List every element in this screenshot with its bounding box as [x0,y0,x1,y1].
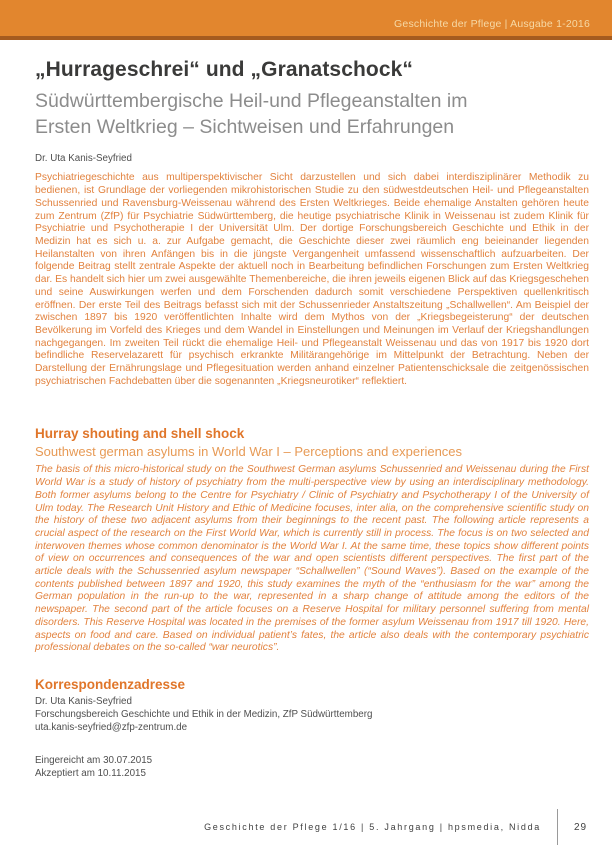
english-title: Hurray shouting and shell shock [35,426,245,442]
header-bar [0,0,612,40]
footer-page-number: 29 [574,821,588,833]
footer-divider [557,809,558,845]
submission-dates [35,754,589,780]
submitted-date: Eingereicht am 30.07.2015 [35,754,153,766]
footer-journal-line: Geschichte der Pflege 1/16 | 5. Jahrgang | hpsmedia, Nidda [204,822,541,832]
accepted-date: Akzeptiert am 10.11.2015 [35,767,146,779]
article-subtitle: Südwürttembergische Heil-und Pflegeanstalten im Ersten Weltkrieg – Sichtweisen und Erfahrungen [35,90,468,138]
author-name: Dr. Uta Kanis-Seyfried [35,153,132,165]
article-title: „Hurrageschrei“ und „Granatschock“ [35,58,414,81]
abstract-german: Psychiatriegeschichte aus multiperspektivischer Sicht darzustellen und sich dabei interdisziplinärer Methodik zu bedienen, ist Grundlage der vorliegenden mikrohistorischen Studie zu den südwestdeutschen Heil- und Pflegeanstalten Schussenried und Ravensburg-Weissenau während des Ersten Weltkrieges. Beide ehemalige Anstalten gehören heute zum Zentrum (ZfP) für Psychiatrie Südwürttemberg, die heutige psychiatrische Klinik in Weissenau ist zudem Klinik für Psychiatrie und Psychotherapie I der Universität Ulm. Der dortige Forschungsbereich Geschichte und Ethik in der Medizin hat es sich u. a. zur Aufgabe gemacht, die Geschichte dieser zwei räumlich eng beieinander liegenden Heilanstalten von ihren Anfängen bis in die jüngste Vergangenheit umfassend wissenschaftlich aufzuarbeiten. Der folgende Beitrag stellt zentrale Aspekte der aktuell noch in Bearbeitung befindlichen Forschungen zum Ersten Weltkrieg dar. Es handelt sich hier um zwei ausgewählte Themenbereiche, die ihren jeweils eigenen Blick auf das Kriegsgeschehen und seine Auswirkungen werfen und dem Forschenden dadurch somit verschiedene Perspektiven quellenkritisch eröffnen. Der erste Teil des Beitrags befasst sich mit der Schussenrieder Anstaltszeitung „Schallwellen“. Am Beispiel der zwischen 1897 bis 1920 veröffentlichten Inhalte wird dem Mythos von der „Kriegsbegeisterung“ der deutschen Bevölkerung im Vorfeld des Krieges und dem Wandel in Einstellungen und Meinungen im Verlauf der Kriegshandlungen nachgegangen. Im zweiten Teil rückt die ehemalige Heil- und Pflegeanstalt Weissenau und das von 1917 bis 1920 dort befindliche Reservelazarett für psychisch erkrankte Militärangehörige im Mittelpunkt der Betrachtung. Neben der Darstellung der Ernährungslage und Pflegesituation werden anhand einzelner Patientenschicksale die zeitgenössischen psychiatrischen Fachdebatten über die sogenannten „Kriegsneurotiker“ reflektiert. [35,172,589,387]
abstract-english: The basis of this micro-historical study on the Southwest German asylums Schussenried and Weissenau during the First World War is a study of history of psychiatry from the multi-perspective view by using an interdisciplinary methodology. Both former asylums belong to the Centre for Psychiatry / Clinic of Psychiatry and Psychotherapy I of the University of Ulm today. The Research Unit History and Ethic of Medicine focuses, inter alia, on the comprehensive scientific study on the history of these two adjacent asylums from their beginnings to the recent past. The following article represents a crucial aspect of the research on the First World War, which is currently still in process. The focus is on two selected and interwoven themes whose common denominator is the World War I. At the same time, these topics show different points of view on occurrences and consequences of the war and open scientists different perspectives. The first part of the article deals with the Schussenried asylum newspaper “Schallwellen” (“Sound Waves”). Based on the example of the contents published between 1897 and 1920, this study examines the myth of the “enthusiasm for the war” among the German population in the run-up to the war, represented in a sharp change of attitude among the editors of the newspaper. The second part of the article focuses on a Reserve Hospital for military personnel suffering from mental disorders. This Reserve Hospital was located in the premises of the former asylum Weissenau from 1917 till 1920. Here, aspects on food and care. Based on individual patient’s fates, the article also deals with the contemporary psychiatric professional debates on the so-called “war neurotics”. [35,464,589,654]
correspondence-block [35,695,589,734]
journal-issue-label: Geschichte der Pflege | Ausgabe 1-2016 [394,18,590,30]
english-subtitle: Southwest german asylums in World War I – Perceptions and experiences [35,444,463,460]
page-footer [35,809,592,845]
correspondence-affiliation: Forschungsbereich Geschichte und Ethik in der Medizin, ZfP Südwürttemberg [35,708,373,720]
article-content [0,40,612,780]
correspondence-name: Dr. Uta Kanis-Seyfried [35,695,132,707]
correspondence-heading: Korrespondenzadresse [35,676,186,692]
correspondence-email-link[interactable]: uta.kanis-seyfried@zfp-zentrum.de [35,721,188,733]
